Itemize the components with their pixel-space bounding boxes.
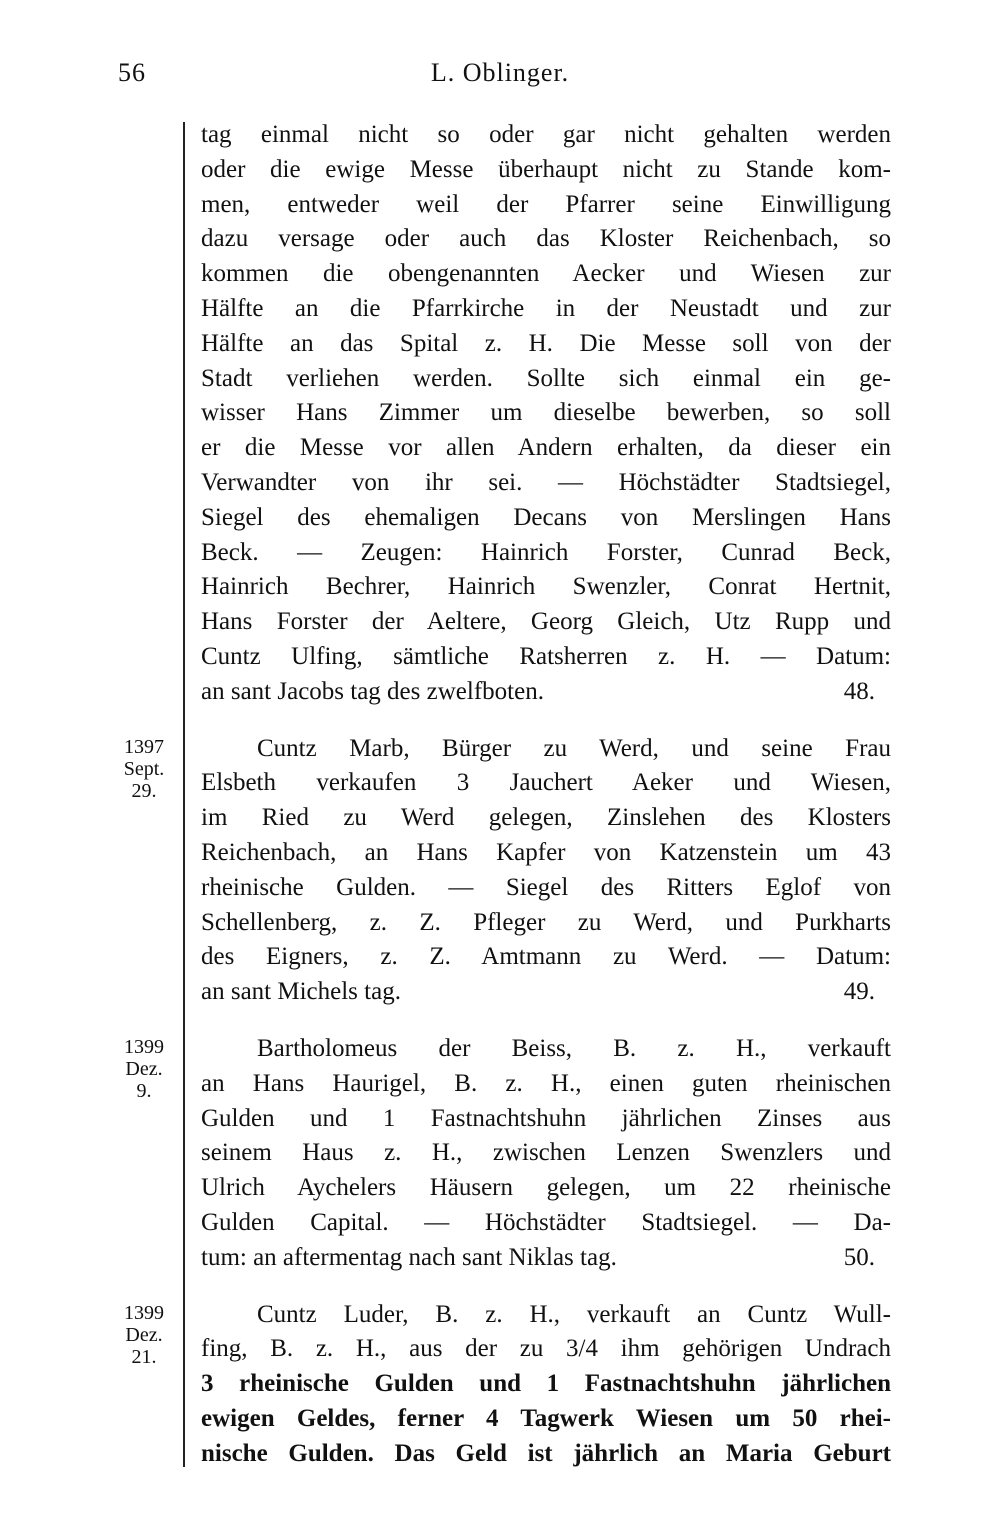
page-body [123,118,891,1471]
text-line: wisser Hans Zimmer um dieselbe bewerben, so soll [201,399,891,427]
date-day: 21. [131,1345,157,1368]
margin-date [109,1036,179,1102]
text-line: kommen die obengenannten Aecker und Wiesen zur [201,260,891,288]
margin-date [109,736,179,802]
page-number: 56 [118,58,146,87]
date-year: 1397 [124,735,164,758]
date-month: Dez. [125,1057,163,1080]
text-line: Cuntz Marb, Bürger zu Werd, und seine Frau [257,734,891,762]
last-line-text: an sant Michels tag. [201,978,401,1006]
text-line: des Eigners, z. Z. Amtmann zu Werd. — Datum: [201,943,891,971]
text-line: rheinische Gulden. — Siegel des Ritters Eglof von [201,873,891,901]
text-line: seinem Haus z. H., zwischen Lenzen Swenzlers und [201,1139,891,1167]
text-line: nische Gulden. Das Geld ist jährlich an Maria Geburt [201,1439,891,1467]
text-line: Hälfte an die Pfarrkirche in der Neustadt und zur [201,294,891,322]
text-line: Verwandter von ihr sei. — Höchstädter Stadtsiegel, [201,468,891,496]
entry-number: 49. [843,978,875,1006]
text-line: Stadt verliehen werden. Sollte sich einmal ein ge- [201,364,891,392]
date-day: 9. [136,1079,152,1102]
text-line-last [201,675,891,710]
entry-51 [124,1298,891,1472]
date-day: 29. [131,779,157,802]
text-line-last [201,975,891,1010]
date-year: 1399 [124,1301,164,1324]
text-line: oder die ewige Messe überhaupt nicht zu Stande kom- [201,155,891,183]
entry-number: 50. [843,1243,875,1271]
text-line: Gulden Capital. — Höchstädter Stadtsiegel. — Da- [201,1208,891,1236]
text-line: Hälfte an das Spital z. H. Die Messe soll von der [201,329,891,357]
entry-48 [201,118,891,710]
date-month: Sept. [123,757,165,780]
text-line: 3 rheinische Gulden und 1 Fastnachtshuhn jährlichen [201,1370,891,1398]
date-month: Dez. [125,1323,163,1346]
text-line: Hainrich Bechrer, Hainrich Swenzler, Conrat Hertnit, [201,573,891,601]
text-line: Ulrich Aychelers Häusern gelegen, um 22 rheinische [201,1174,891,1202]
text-line: dazu versage oder auch das Kloster Reichenbach, so [201,225,891,253]
running-head: L. Oblinger. [430,58,570,87]
entry-50 [124,1032,891,1276]
entry-49 [123,732,891,1010]
text-line: tag einmal nicht so oder gar nicht gehalten werden [201,121,891,148]
margin-date [109,1302,179,1368]
text-line: Gulden und 1 Fastnachtshuhn jährlichen Zinses aus [201,1104,891,1132]
text-line: fing, B. z. H., aus der zu 3/4 ihm gehörigen Undrach [201,1335,891,1363]
page-header [0,58,1000,98]
text-line: an Hans Haurigel, B. z. H., einen guten rheinischen [201,1069,891,1097]
text-line: men, entweder weil der Pfarrer seine Einwilligung [201,190,891,218]
text-line: Cuntz Luder, B. z. H., verkauft an Cuntz Wull- [257,1300,891,1328]
date-year: 1399 [124,1035,164,1058]
text-line: Cuntz Ulfing, sämtliche Ratsherren z. H. — Datum: [201,642,891,670]
text-line: Hans Forster der Aeltere, Georg Gleich, Utz Rupp und [201,608,891,636]
text-line: Elsbeth verkaufen 3 Jauchert Aeker und Wiesen, [201,769,891,797]
text-line: Beck. — Zeugen: Hainrich Forster, Cunrad Beck, [201,538,891,566]
text-line: Bartholomeus der Beiss, B. z. H., verkauft [257,1034,891,1062]
text-line: im Ried zu Werd gelegen, Zinslehen des Klosters [201,804,891,832]
text-line-last [201,1241,891,1276]
text-line: er die Messe vor allen Andern erhalten, da dieser ein [201,434,891,462]
text-line: Siegel des ehemaligen Decans von Merslingen Hans [201,503,891,531]
text-line: Schellenberg, z. Z. Pfleger zu Werd, und Purkharts [201,908,891,936]
text-line: Reichenbach, an Hans Kapfer von Katzenstein um 43 [201,838,891,866]
last-line-text: tum: an aftermentag nach sant Niklas tag. [201,1243,617,1271]
margin-rule [183,122,185,1467]
entry-number: 48. [843,677,875,705]
last-line-text: an sant Jacobs tag des zwelfboten. [201,677,544,705]
text-line: ewigen Geldes, ferner 4 Tagwerk Wiesen um 50 rhei- [201,1404,891,1432]
